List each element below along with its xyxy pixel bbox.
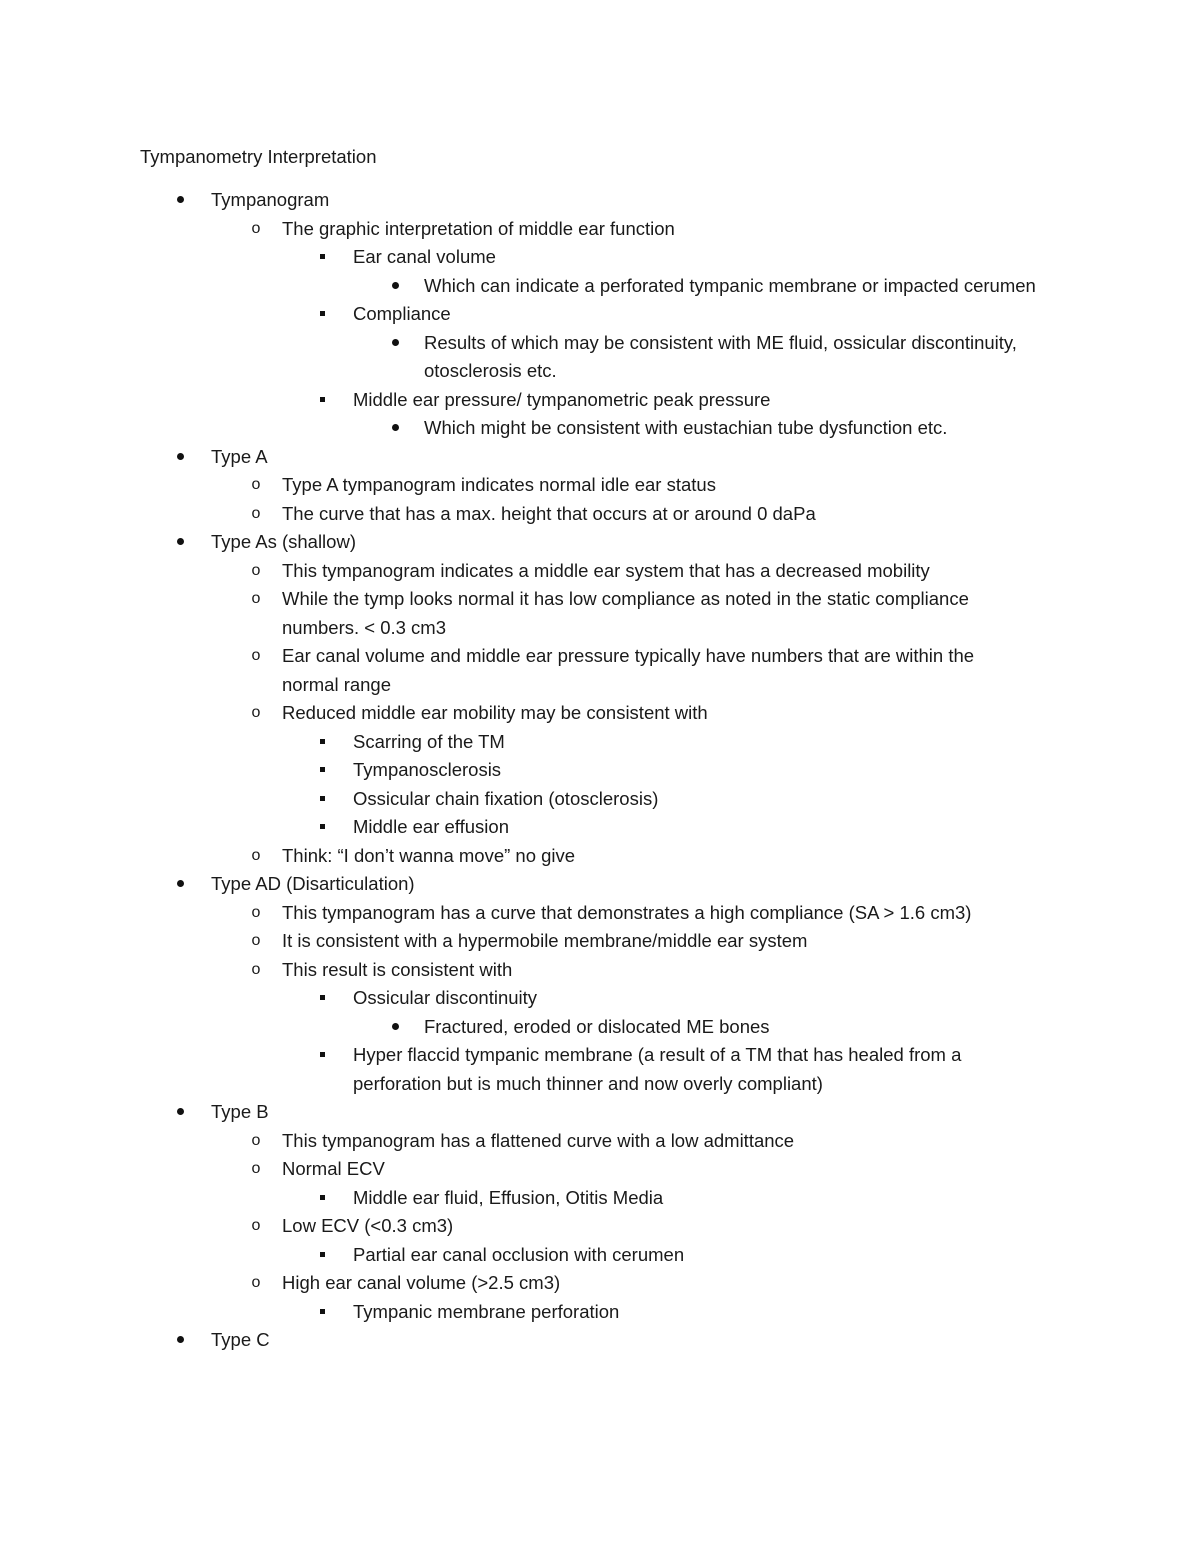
outline-item-text: Ossicular chain fixation (otosclerosis) (353, 787, 659, 809)
bullet-dot-icon (392, 1023, 399, 1030)
square-dot-icon (320, 824, 325, 829)
bullet-icon (170, 870, 190, 899)
square-dot-icon (320, 397, 325, 402)
square-bullet-icon (312, 728, 332, 757)
outline-item-text: Tympanosclerosis (353, 759, 502, 780)
outline-item-level-4 (0, 329, 1200, 386)
bullet-icon (385, 414, 405, 443)
circle-bullet-icon: o (251, 561, 261, 579)
outline-item-level-3 (0, 1298, 1200, 1327)
outline-item-text: Which can indicate a perforated tympanic membrane or impacted cerumen (424, 274, 1036, 296)
square-dot-icon (320, 254, 325, 259)
outline-item-level-1 (0, 1098, 1200, 1127)
outline-item-level-3 (0, 1241, 1200, 1270)
outline-item-text: The curve that has a max. height that occurs at or around 0 daPa (282, 502, 816, 524)
circle-bullet-icon: o (251, 1160, 261, 1177)
circle-bullet-icon: o (251, 1217, 261, 1234)
circle-bullet-icon: o (251, 932, 261, 949)
outline-item-level-2 (0, 585, 1200, 642)
outline-item-text: Hyper flaccid tympanic membrane (a result of a TM that has healed from a perforation but is much thinner and now overly compliant) (353, 1044, 962, 1094)
square-bullet-icon (312, 1298, 332, 1327)
outline-item-level-2 (0, 927, 1200, 956)
outline-item-level-3 (0, 756, 1200, 785)
outline-item-level-3 (0, 386, 1200, 415)
circle-bullet-icon: o (251, 476, 261, 493)
bullet-dot-icon (177, 453, 184, 460)
circle-bullet-icon: o (251, 1274, 261, 1291)
outline-item-text: Ossicular discontinuity (353, 987, 538, 1008)
outline-item-text: Fractured, eroded or dislocated ME bones (424, 1015, 770, 1037)
outline-item-level-2 (0, 1155, 1200, 1184)
outline-item-text: Type A (211, 445, 268, 467)
bullet-icon (170, 186, 190, 215)
outline-item-text: Partial ear canal occlusion with cerumen (353, 1243, 685, 1265)
outline-item-level-1 (0, 443, 1200, 472)
outline-item-text: While the tymp looks normal it has low compliance as noted in the static compliance numbers. < 0.3 cm3 (282, 588, 969, 638)
bullet-icon (385, 272, 405, 301)
bullet-dot-icon (177, 880, 184, 887)
outline-item-text: Type A tympanogram indicates normal idle ear status (282, 474, 716, 495)
outline-item-level-1 (0, 870, 1200, 899)
outline-item-text: Ear canal volume and middle ear pressure typically have numbers that are within the normal range (282, 645, 975, 695)
outline-item-text: Low ECV (<0.3 cm3) (282, 1215, 454, 1236)
bullet-dot-icon (177, 196, 184, 203)
outline-item-level-2 (0, 557, 1200, 586)
outline-item-level-3 (0, 243, 1200, 272)
square-dot-icon (320, 796, 325, 801)
outline-item-text: Tympanic membrane perforation (353, 1300, 620, 1322)
outline-item-level-1 (0, 1326, 1200, 1355)
outline-item-level-2 (0, 215, 1200, 244)
outline-item-text: This tympanogram indicates a middle ear system that has a decreased mobility (282, 559, 930, 581)
bullet-icon (385, 329, 405, 358)
outline-item-text: Type As (shallow) (211, 531, 356, 552)
outline-item-text: Which might be consistent with eustachian tube dysfunction etc. (424, 417, 948, 438)
outline-item-text: Results of which may be consistent with ME fluid, ossicular discontinuity, otosclerosis etc. (424, 331, 1017, 381)
bullet-dot-icon (392, 282, 399, 289)
square-dot-icon (320, 1052, 325, 1057)
outline-item-level-2 (0, 471, 1200, 500)
bullet-dot-icon (177, 1108, 184, 1115)
outline-item-text: Scarring of the TM (353, 730, 505, 752)
bullet-icon (385, 1013, 405, 1042)
outline-item-text: Normal ECV (282, 1158, 385, 1179)
outline-item-text: Middle ear effusion (353, 816, 509, 837)
document-title: Tympanometry Interpretation (140, 146, 377, 167)
circle-bullet-icon: o (251, 903, 261, 921)
square-bullet-icon (312, 756, 332, 785)
square-bullet-icon (312, 813, 332, 842)
outline-item-level-4 (0, 414, 1200, 443)
outline-item-level-2 (0, 500, 1200, 529)
outline-item-text: Middle ear pressure/ tympanometric peak pressure (353, 388, 771, 410)
outline-list (0, 186, 1200, 1355)
bullet-icon (170, 1098, 190, 1127)
outline-item-level-4 (0, 1013, 1200, 1042)
circle-bullet-icon: o (251, 504, 261, 522)
outline-item-level-3 (0, 785, 1200, 814)
square-dot-icon (320, 767, 325, 772)
outline-item-level-4 (0, 272, 1200, 301)
square-dot-icon (320, 995, 325, 1000)
outline-item-level-2 (0, 899, 1200, 928)
square-dot-icon (320, 1195, 325, 1200)
outline-item-text: The graphic interpretation of middle ear function (282, 217, 675, 239)
outline-item-level-2 (0, 1269, 1200, 1298)
outline-item-level-1 (0, 186, 1200, 215)
outline-item-text: Tympanogram (211, 189, 330, 210)
outline-item-text: Compliance (353, 303, 451, 324)
square-bullet-icon (312, 1041, 332, 1070)
bullet-icon (170, 1326, 190, 1355)
square-dot-icon (320, 1309, 325, 1314)
outline-item-text: High ear canal volume (>2.5 cm3) (282, 1272, 561, 1293)
square-dot-icon (320, 311, 325, 316)
outline-item-text: This tympanogram has a curve that demonstrates a high compliance (SA > 1.6 cm3) (282, 901, 972, 923)
outline-item-text: Middle ear fluid, Effusion, Otitis Media (353, 1186, 664, 1208)
outline-item-text: Type AD (Disarticulation) (211, 873, 415, 894)
outline-item-text: This tympanogram has a flattened curve with a low admittance (282, 1129, 795, 1151)
circle-bullet-icon: o (251, 1131, 261, 1149)
square-bullet-icon (312, 1184, 332, 1213)
outline-item-level-3 (0, 984, 1200, 1013)
outline-item-text: Reduced middle ear mobility may be consistent with (282, 702, 708, 723)
square-bullet-icon (312, 243, 332, 272)
square-bullet-icon (312, 300, 332, 329)
bullet-icon (170, 528, 190, 557)
outline-item-text: Type B (211, 1101, 269, 1122)
outline-item-text: Type C (211, 1329, 270, 1350)
outline-item-level-2 (0, 956, 1200, 985)
outline-item-level-1 (0, 528, 1200, 557)
square-bullet-icon (312, 984, 332, 1013)
square-bullet-icon (312, 785, 332, 814)
circle-bullet-icon: o (251, 590, 261, 607)
circle-bullet-icon: o (251, 960, 261, 978)
outline-item-level-2 (0, 1127, 1200, 1156)
bullet-dot-icon (177, 538, 184, 545)
square-dot-icon (320, 739, 325, 744)
outline-item-level-2 (0, 699, 1200, 728)
circle-bullet-icon: o (251, 647, 261, 664)
square-bullet-icon (312, 1241, 332, 1270)
square-bullet-icon (312, 386, 332, 415)
bullet-dot-icon (392, 339, 399, 346)
outline-item-level-2 (0, 842, 1200, 871)
bullet-icon (170, 443, 190, 472)
outline-item-level-3 (0, 728, 1200, 757)
circle-bullet-icon: o (251, 846, 261, 864)
outline-item-text: Think: “I don’t wanna move” no give (282, 844, 576, 866)
circle-bullet-icon: o (251, 704, 261, 721)
bullet-dot-icon (392, 424, 399, 431)
outline-item-level-3 (0, 300, 1200, 329)
outline-item-text: This result is consistent with (282, 958, 513, 980)
circle-bullet-icon: o (251, 219, 261, 237)
outline-item-level-3 (0, 813, 1200, 842)
outline-item-level-3 (0, 1041, 1200, 1098)
square-dot-icon (320, 1252, 325, 1257)
outline-item-level-2 (0, 1212, 1200, 1241)
outline-item-text: Ear canal volume (353, 246, 496, 267)
outline-item-text: It is consistent with a hypermobile membrane/middle ear system (282, 930, 808, 951)
outline-item-level-2 (0, 642, 1200, 699)
outline-item-level-3 (0, 1184, 1200, 1213)
bullet-dot-icon (177, 1336, 184, 1343)
